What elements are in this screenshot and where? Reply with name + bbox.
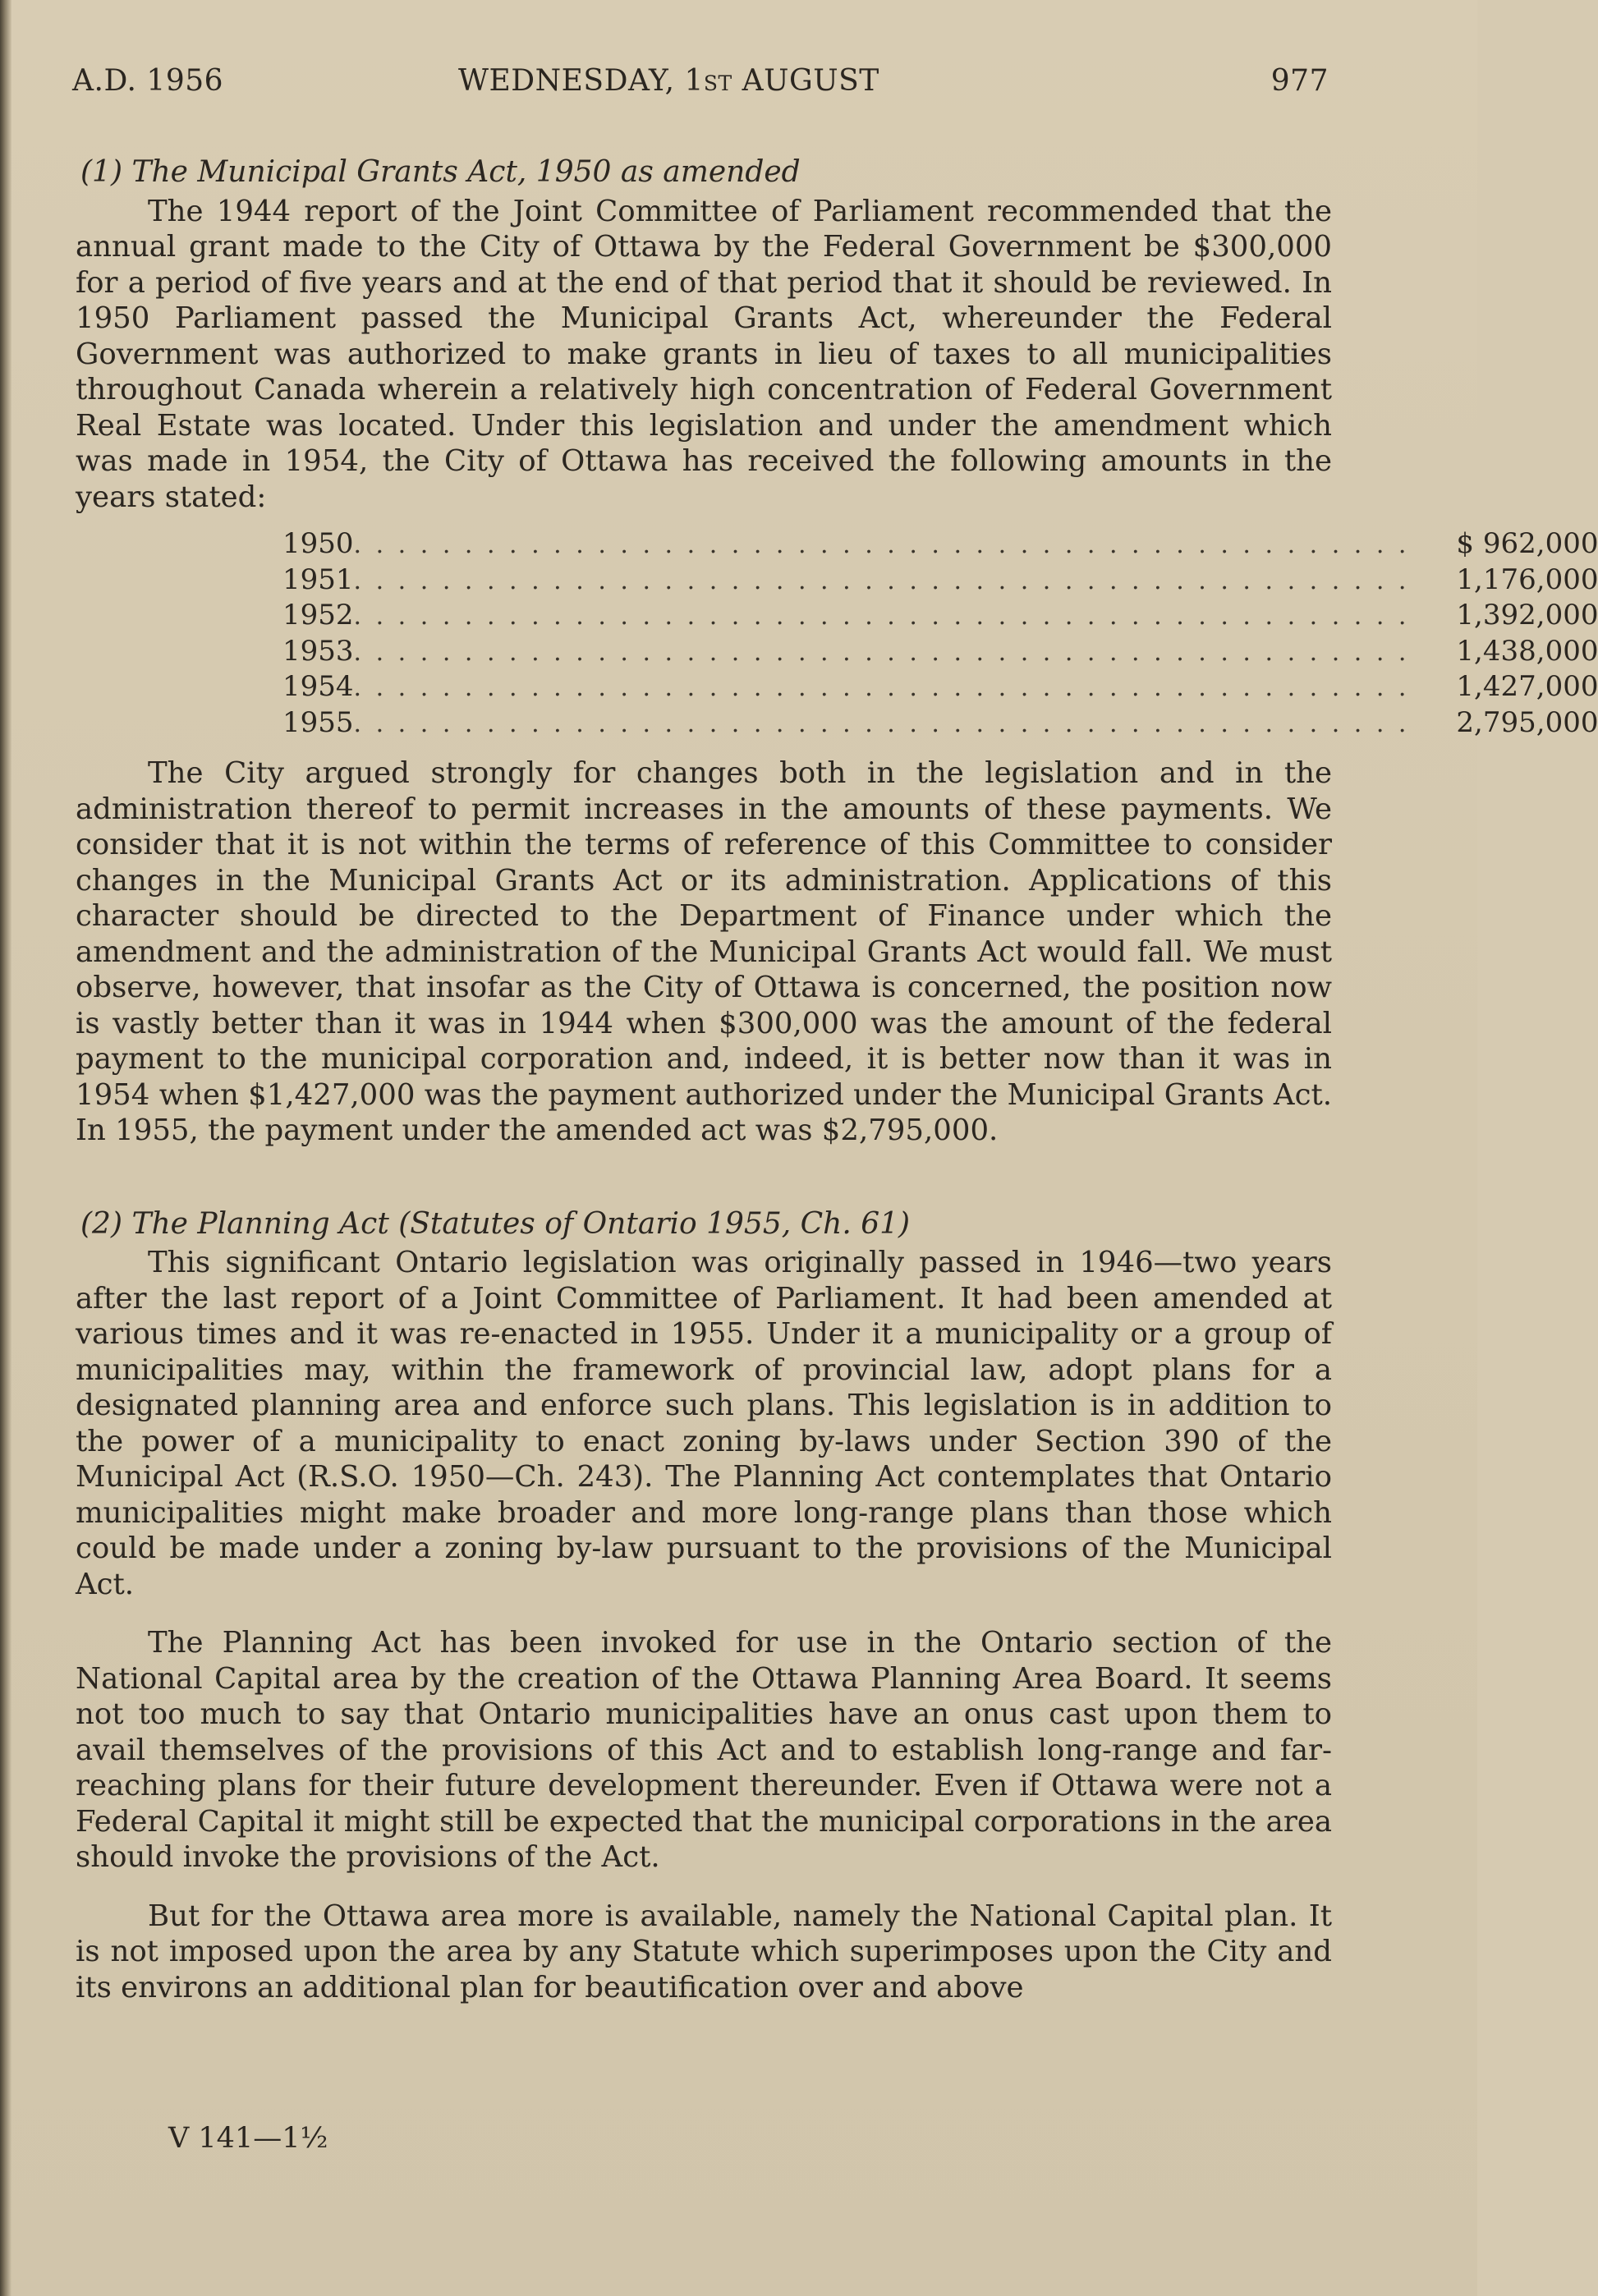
header-date: WEDNESDAY, 1st AUGUST <box>458 64 879 98</box>
table-row: 1955 . . . . . . . . . . . . . . . . . . . . . . . . . . . . . . . . . . . . . . . . . . . . . . . . 2,795,000 <box>282 705 1598 739</box>
section-2-paragraph-3: But for the Ottawa area more is available, namely the National Capital plan. It is not imposed upon the area by any Statute which superimposes upon the City and its environs an additional plan for beautification over and above <box>76 1899 1332 2004</box>
table-row: 1951 . . . . . . . . . . . . . . . . . . . . . . . . . . . . . . . . . . . . . . . . . . . . . . . . 1,176,000 <box>282 563 1598 596</box>
page-body <box>76 154 1598 2005</box>
section-1-paragraph-2: The City argued strongly for changes both in the legislation and in the administration thereof to permit increases in the amounts of these payments. We consider that it is not within the terms of reference of this Committee to consider changes in the Municipal Grants Act or its administration. Applications of this character should be directed to the Department of Finance under which the amendment and the administration of the Municipal Grants Act would fall. We must observe, however, that insofar as the City of Ottawa is concerned, the position now is vastly better than it was in 1944 when $300,000 was the amount of the federal payment to the municipal corporation and, indeed, it is better now than it was in 1954 when $1,427,000 was the payment authorized under the Municipal Grants Act. In 1955, the payment under the amended act was $2,795,000. <box>76 756 1332 1147</box>
section-2-paragraph-1: This significant Ontario legislation was originally passed in 1946—two years after the last report of a Joint Committee of Parliament. It had been amended at various times and it was re-enacted in 1955. Under it a municipality or a group of municipalities may, within the framework of provincial law, adopt plans for a designated planning area and enforce such plans. This legislation is in addition to the power of a municipality to enact zoning by-laws under Section 390 of the Municipal Act (R.S.O. 1950—Ch. 243). The Planning Act contemplates that Ontario municipalities might make broader and more long-range plans than those which could be made under a zoning by-law pursuant to the provisions of the Municipal Act. <box>76 1246 1332 1601</box>
signature-mark: V 141—1½ <box>168 2122 328 2155</box>
table-row: 1952 . . . . . . . . . . . . . . . . . . . . . . . . . . . . . . . . . . . . . . . . . . . . . . . . 1,392,000 <box>282 599 1598 631</box>
section-2-paragraph-2: The Planning Act has been invoked for use in the Ontario section of the National Capital area by the creation of the Ottawa Planning Area Board. It seems not too much to say that Ontario municipalities have an onus cast upon them to avail themselves of the provisions of this Act and to establish long-range and far-reaching plans for their future development thereunder. Even if Ottawa were not a Federal Capital it might still be expected that the municipal corporations in the area should invoke the provisions of the Act. <box>76 1626 1332 1874</box>
section-1-paragraph-1: The 1944 report of the Joint Committee of Parliament recommended that the annual grant made to the City of Ottawa by the Federal Government be $300,000 for a period of five years and at the end of that period that it should be reviewed. In 1950 Parliament passed the Municipal Grants Act, whereunder the Federal Government was authorized to make grants in lieu of taxes to all municipalities throughout Canada wherein a relatively high concentration of Federal Government Real Estate was located. Under this legislation and under the amendment which was made in 1954, the City of Ottawa has received the following amounts in the years stated: <box>76 194 1332 514</box>
table-row: 1953 . . . . . . . . . . . . . . . . . . . . . . . . . . . . . . . . . . . . . . . . . . . . . . . . 1,438,000 <box>282 634 1598 668</box>
section-2-heading: (2) The Planning Act (Statutes of Ontario 1955, Ch. 61) <box>80 1206 911 1241</box>
running-header <box>72 64 1329 105</box>
table-row: 1950 . . . . . . . . . . . . . . . . . . . . . . . . . . . . . . . . . . . . . . . . . . . . . . . . $ 962,000 <box>282 527 1598 560</box>
table-row: 1954 . . . . . . . . . . . . . . . . . . . . . . . . . . . . . . . . . . . . . . . . . . . . . . . . 1,427,000 <box>282 670 1598 703</box>
page-binding-edge <box>0 0 11 2296</box>
page-number: 977 <box>1270 64 1329 98</box>
section-1-heading: (1) The Municipal Grants Act, 1950 as amended <box>80 155 801 189</box>
grants-table <box>282 526 1598 741</box>
header-year: A.D. 1956 <box>72 64 224 98</box>
